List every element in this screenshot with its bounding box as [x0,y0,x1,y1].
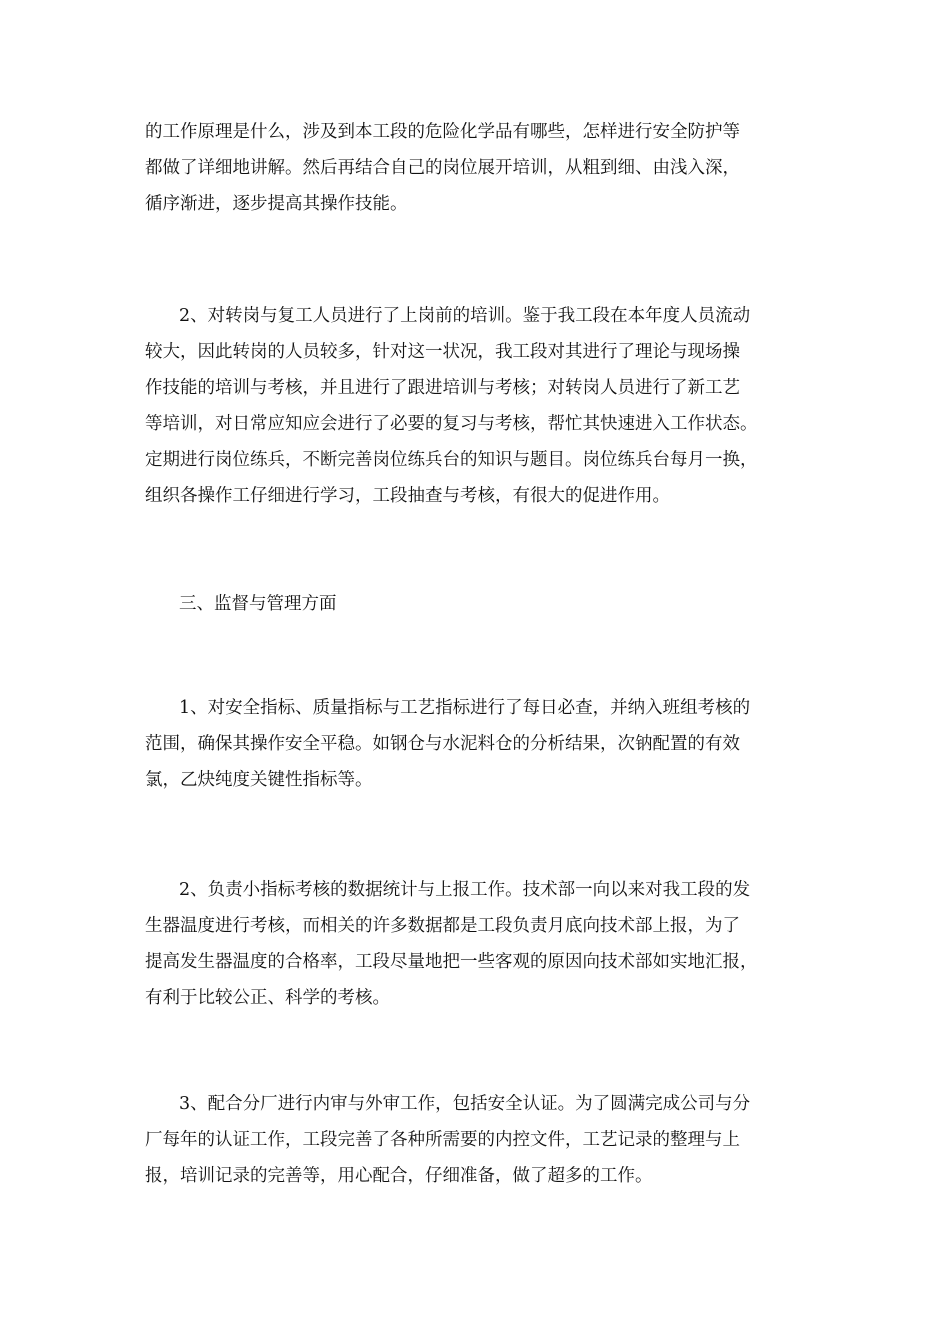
text-line: 作技能的培训与考核，并且进行了跟进培训与考核；对转岗人员进行了新工艺 [145,378,740,398]
text-line: 1、对安全指标、质量指标与工艺指标进行了每日必查，并纳入班组考核的 [179,698,751,718]
text-line: 生器温度进行考核，而相关的许多数据都是工段负责月底向技术部上报，为了 [145,916,740,936]
section-heading-supervision [145,586,805,622]
text-line: 提高发生器温度的合格率，工段尽量地把一些客观的原因向技术部如实地汇报， [145,952,758,972]
paragraph-transfer-training [145,298,805,514]
paragraph-audit-work [145,1086,805,1194]
text-line: 氯，乙炔纯度关键性指标等。 [145,770,373,790]
text-line: 2、对转岗与复工人员进行了上岗前的培训。鉴于我工段在本年度人员流动 [179,306,751,326]
text-line: 的工作原理是什么，涉及到本工段的危险化学品有哪些，怎样进行安全防护等 [145,122,740,142]
paragraph-training-continued [145,114,805,222]
text-line: 报，培训记录的完善等，用心配合，仔细准备，做了超多的工作。 [145,1166,653,1186]
text-line: 3、配合分厂进行内审与外审工作，包括安全认证。为了圆满完成公司与分 [179,1094,751,1114]
text-line: 范围，确保其操作安全平稳。如钢仓与水泥料仓的分析结果，次钠配置的有效 [145,734,740,754]
text-line: 2、负责小指标考核的数据统计与上报工作。技术部一向以来对我工段的发 [179,880,751,900]
text-line: 厂每年的认证工作，工段完善了各种所需要的内控文件，工艺记录的整理与上 [145,1130,740,1150]
text-line: 组织各操作工仔细进行学习，工段抽查与考核，有很大的促进作用。 [145,486,670,506]
paragraph-safety-indicators [145,690,805,798]
text-line: 有利于比较公正、科学的考核。 [145,988,390,1008]
text-line: 定期进行岗位练兵，不断完善岗位练兵台的知识与题目。岗位练兵台每月一换， [145,450,758,470]
text-line: 都做了详细地讲解。然后再结合自己的岗位展开培训，从粗到细、由浅入深， [145,158,740,178]
paragraph-data-statistics [145,872,805,1016]
text-line: 循序渐进，逐步提高其操作技能。 [145,194,408,214]
text-line: 较大，因此转岗的人员较多，针对这一状况，我工段对其进行了理论与现场操 [145,342,740,362]
text-line: 等培训，对日常应知应会进行了必要的复习与考核，帮忙其快速进入工作状态。 [145,414,758,434]
section-heading: 三、监督与管理方面 [179,594,337,614]
